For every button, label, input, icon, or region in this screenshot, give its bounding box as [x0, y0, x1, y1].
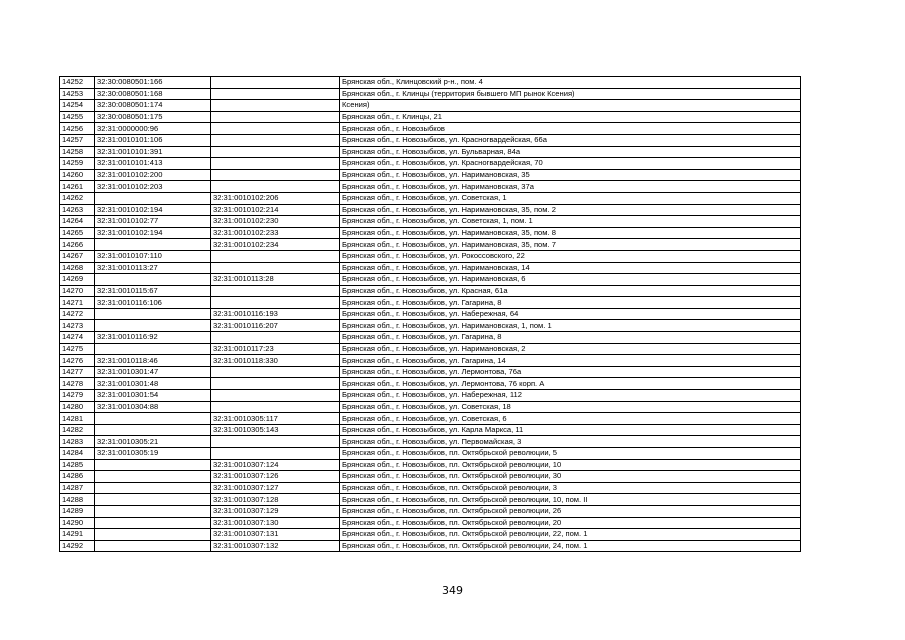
- address-cell: Брянская обл., г. Новозыбков, пл. Октябрьской революции, 30: [340, 471, 801, 483]
- building-cadastral-number-cell: [211, 146, 340, 158]
- table-row: [60, 297, 801, 309]
- row-number-cell: 14262: [60, 192, 95, 204]
- address-cell: Брянская обл., г. Новозыбков, ул. Советская, 18: [340, 401, 801, 413]
- registry-table: [59, 76, 801, 552]
- row-number-cell: 14257: [60, 134, 95, 146]
- cadastral-number-cell: 32:31:0010301:54: [95, 390, 211, 402]
- cadastral-number-cell: [95, 308, 211, 320]
- row-number-cell: 14259: [60, 158, 95, 170]
- cadastral-number-cell: [95, 320, 211, 332]
- address-cell: Брянская обл., г. Новозыбков, ул. Гагарина, 14: [340, 355, 801, 367]
- address-cell: Брянская обл., г. Новозыбков, пл. Октябрьской революции, 10, пом. II: [340, 494, 801, 506]
- row-number-cell: 14280: [60, 401, 95, 413]
- table-row: [60, 378, 801, 390]
- table-row: [60, 308, 801, 320]
- table-row: [60, 204, 801, 216]
- row-number-cell: 14292: [60, 540, 95, 552]
- address-cell: Брянская обл., г. Новозыбков, ул. Набережная, 112: [340, 390, 801, 402]
- address-cell: Брянская обл., г. Новозыбков, пл. Октябрьской революции, 5: [340, 448, 801, 460]
- row-number-cell: 14273: [60, 320, 95, 332]
- table-row: [60, 482, 801, 494]
- row-number-cell: 14267: [60, 250, 95, 262]
- building-cadastral-number-cell: [211, 448, 340, 460]
- table-row: [60, 471, 801, 483]
- table-row: [60, 355, 801, 367]
- table-row: [60, 158, 801, 170]
- building-cadastral-number-cell: 32:31:0010102:234: [211, 239, 340, 251]
- address-cell: Брянская обл., г. Новозыбков, ул. Лермонтова, 76а: [340, 366, 801, 378]
- building-cadastral-number-cell: [211, 401, 340, 413]
- address-cell: Брянская обл., г. Новозыбков, ул. Наримановская, 6: [340, 274, 801, 286]
- table-row: [60, 390, 801, 402]
- cadastral-number-cell: [95, 471, 211, 483]
- cadastral-number-cell: 32:31:0010301:48: [95, 378, 211, 390]
- address-cell: Брянская обл., г. Новозыбков, ул. Первомайская, 3: [340, 436, 801, 448]
- cadastral-number-cell: [95, 494, 211, 506]
- cadastral-number-cell: 32:31:0000000:96: [95, 123, 211, 135]
- row-number-cell: 14268: [60, 262, 95, 274]
- row-number-cell: 14272: [60, 308, 95, 320]
- address-cell: Брянская обл., г. Новозыбков, пл. Октябрьской революции, 20: [340, 517, 801, 529]
- building-cadastral-number-cell: [211, 250, 340, 262]
- cadastral-number-cell: 32:31:0010116:92: [95, 332, 211, 344]
- table-row: [60, 239, 801, 251]
- cadastral-number-cell: 32:31:0010107:110: [95, 250, 211, 262]
- cadastral-number-cell: [95, 517, 211, 529]
- row-number-cell: 14256: [60, 123, 95, 135]
- row-number-cell: 14269: [60, 274, 95, 286]
- row-number-cell: 14285: [60, 459, 95, 471]
- cadastral-number-cell: 32:31:0010101:106: [95, 134, 211, 146]
- building-cadastral-number-cell: 32:31:0010102:206: [211, 192, 340, 204]
- row-number-cell: 14266: [60, 239, 95, 251]
- address-cell: Брянская обл., г. Новозыбков, ул. Набережная, 64: [340, 308, 801, 320]
- cadastral-number-cell: [95, 239, 211, 251]
- cadastral-number-cell: [95, 343, 211, 355]
- building-cadastral-number-cell: 32:31:0010307:130: [211, 517, 340, 529]
- address-cell: Брянская обл., г. Клинцы, 21: [340, 111, 801, 123]
- address-cell: Брянская обл., г. Клинцы (территория бывшего МП рынок Ксения): [340, 88, 801, 100]
- cadastral-number-cell: [95, 274, 211, 286]
- address-cell: Брянская обл., г. Новозыбков, пл. Октябрьской революции, 26: [340, 505, 801, 517]
- table-row: [60, 413, 801, 425]
- row-number-cell: 14261: [60, 181, 95, 193]
- row-number-cell: 14281: [60, 413, 95, 425]
- page-number: 349: [442, 584, 463, 597]
- row-number-cell: 14258: [60, 146, 95, 158]
- cadastral-number-cell: 32:31:0010102:203: [95, 181, 211, 193]
- table-row: [60, 77, 801, 89]
- table-row: [60, 436, 801, 448]
- table-row: [60, 494, 801, 506]
- table-row: [60, 332, 801, 344]
- row-number-cell: 14270: [60, 285, 95, 297]
- registry-table-body: [60, 77, 801, 552]
- address-cell: Брянская обл., г. Новозыбков, ул. Гагарина, 8: [340, 332, 801, 344]
- cadastral-number-cell: [95, 482, 211, 494]
- cadastral-number-cell: [95, 459, 211, 471]
- row-number-cell: 14255: [60, 111, 95, 123]
- table-row: [60, 285, 801, 297]
- address-cell: Брянская обл., Клинцовский р-н., пом. 4: [340, 77, 801, 89]
- table-row: [60, 366, 801, 378]
- building-cadastral-number-cell: [211, 158, 340, 170]
- building-cadastral-number-cell: 32:31:0010102:233: [211, 227, 340, 239]
- cadastral-number-cell: 32:31:0010102:194: [95, 204, 211, 216]
- table-row: [60, 216, 801, 228]
- table-row: [60, 88, 801, 100]
- cadastral-number-cell: 32:31:0010113:27: [95, 262, 211, 274]
- building-cadastral-number-cell: 32:31:0010307:126: [211, 471, 340, 483]
- table-row: [60, 146, 801, 158]
- address-cell: Брянская обл., г. Новозыбков, ул. Наримановская, 35, пом. 2: [340, 204, 801, 216]
- row-number-cell: 14291: [60, 529, 95, 541]
- table-row: [60, 343, 801, 355]
- table-row: [60, 274, 801, 286]
- table-row: [60, 181, 801, 193]
- address-cell: Брянская обл., г. Новозыбков, ул. Наримановская, 37а: [340, 181, 801, 193]
- row-number-cell: 14276: [60, 355, 95, 367]
- row-number-cell: 14290: [60, 517, 95, 529]
- building-cadastral-number-cell: [211, 100, 340, 112]
- cadastral-number-cell: 32:31:0010301:47: [95, 366, 211, 378]
- row-number-cell: 14254: [60, 100, 95, 112]
- table-row: [60, 529, 801, 541]
- building-cadastral-number-cell: 32:31:0010305:117: [211, 413, 340, 425]
- table-row: [60, 517, 801, 529]
- address-cell: Брянская обл., г. Новозыбков, ул. Наримановская, 1, пом. 1: [340, 320, 801, 332]
- cadastral-number-cell: 32:30:0080501:175: [95, 111, 211, 123]
- building-cadastral-number-cell: [211, 332, 340, 344]
- row-number-cell: 14274: [60, 332, 95, 344]
- building-cadastral-number-cell: 32:31:0010117:23: [211, 343, 340, 355]
- address-cell: Брянская обл., г. Новозыбков, ул. Красногвардейская, 66а: [340, 134, 801, 146]
- table-row: [60, 401, 801, 413]
- address-cell: Брянская обл., г. Новозыбков, ул. Наримановская, 35, пом. 7: [340, 239, 801, 251]
- cadastral-number-cell: 32:31:0010101:391: [95, 146, 211, 158]
- address-cell: Брянская обл., г. Новозыбков, ул. Карла Маркса, 11: [340, 424, 801, 436]
- row-number-cell: 14253: [60, 88, 95, 100]
- address-cell: Ксения): [340, 100, 801, 112]
- row-number-cell: 14286: [60, 471, 95, 483]
- table-row: [60, 540, 801, 552]
- cadastral-number-cell: 32:30:0080501:174: [95, 100, 211, 112]
- table-row: [60, 448, 801, 460]
- row-number-cell: 14289: [60, 505, 95, 517]
- cadastral-number-cell: [95, 540, 211, 552]
- cadastral-number-cell: 32:31:0010101:413: [95, 158, 211, 170]
- table-row: [60, 320, 801, 332]
- cadastral-number-cell: 32:31:0010115:67: [95, 285, 211, 297]
- table-row: [60, 250, 801, 262]
- cadastral-number-cell: 32:31:0010116:106: [95, 297, 211, 309]
- building-cadastral-number-cell: 32:31:0010102:214: [211, 204, 340, 216]
- table-row: [60, 169, 801, 181]
- building-cadastral-number-cell: 32:31:0010113:28: [211, 274, 340, 286]
- address-cell: Брянская обл., г. Новозыбков, ул. Советская, 6: [340, 413, 801, 425]
- building-cadastral-number-cell: [211, 285, 340, 297]
- cadastral-number-cell: [95, 529, 211, 541]
- cadastral-number-cell: 32:31:0010118:46: [95, 355, 211, 367]
- table-row: [60, 262, 801, 274]
- row-number-cell: 14260: [60, 169, 95, 181]
- address-cell: Брянская обл., г. Новозыбков, ул. Наримановская, 2: [340, 343, 801, 355]
- cadastral-number-cell: 32:31:0010305:21: [95, 436, 211, 448]
- building-cadastral-number-cell: 32:31:0010307:128: [211, 494, 340, 506]
- address-cell: Брянская обл., г. Новозыбков, ул. Бульварная, 84а: [340, 146, 801, 158]
- building-cadastral-number-cell: [211, 88, 340, 100]
- table-row: [60, 100, 801, 112]
- row-number-cell: 14271: [60, 297, 95, 309]
- cadastral-number-cell: 32:31:0010102:200: [95, 169, 211, 181]
- address-cell: Брянская обл., г. Новозыбков, ул. Советская, 1: [340, 192, 801, 204]
- building-cadastral-number-cell: 32:31:0010116:207: [211, 320, 340, 332]
- building-cadastral-number-cell: [211, 390, 340, 402]
- cadastral-number-cell: 32:31:0010304:88: [95, 401, 211, 413]
- building-cadastral-number-cell: [211, 181, 340, 193]
- building-cadastral-number-cell: [211, 366, 340, 378]
- cadastral-number-cell: 32:31:0010102:77: [95, 216, 211, 228]
- table-row: [60, 459, 801, 471]
- building-cadastral-number-cell: 32:31:0010102:230: [211, 216, 340, 228]
- table-row: [60, 123, 801, 135]
- row-number-cell: 14279: [60, 390, 95, 402]
- table-row: [60, 192, 801, 204]
- building-cadastral-number-cell: [211, 77, 340, 89]
- row-number-cell: 14283: [60, 436, 95, 448]
- address-cell: Брянская обл., г. Новозыбков, ул. Наримановская, 35: [340, 169, 801, 181]
- building-cadastral-number-cell: [211, 297, 340, 309]
- row-number-cell: 14282: [60, 424, 95, 436]
- building-cadastral-number-cell: 32:31:0010118:330: [211, 355, 340, 367]
- building-cadastral-number-cell: 32:31:0010307:127: [211, 482, 340, 494]
- building-cadastral-number-cell: [211, 262, 340, 274]
- building-cadastral-number-cell: 32:31:0010307:129: [211, 505, 340, 517]
- building-cadastral-number-cell: [211, 123, 340, 135]
- row-number-cell: 14252: [60, 77, 95, 89]
- building-cadastral-number-cell: [211, 111, 340, 123]
- row-number-cell: 14287: [60, 482, 95, 494]
- cadastral-number-cell: 32:30:0080501:166: [95, 77, 211, 89]
- address-cell: Брянская обл., г. Новозыбков, ул. Красногвардейская, 70: [340, 158, 801, 170]
- cadastral-number-cell: 32:30:0080501:168: [95, 88, 211, 100]
- address-cell: Брянская обл., г. Новозыбков, ул. Лермонтова, 76 корп. А: [340, 378, 801, 390]
- cadastral-number-cell: [95, 424, 211, 436]
- address-cell: Брянская обл., г. Новозыбков, пл. Октябрьской революции, 3: [340, 482, 801, 494]
- cadastral-number-cell: [95, 413, 211, 425]
- row-number-cell: 14263: [60, 204, 95, 216]
- building-cadastral-number-cell: 32:31:0010307:131: [211, 529, 340, 541]
- building-cadastral-number-cell: [211, 134, 340, 146]
- row-number-cell: 14264: [60, 216, 95, 228]
- address-cell: Брянская обл., г. Новозыбков, пл. Октябрьской революции, 22, пом. 1: [340, 529, 801, 541]
- cadastral-number-cell: 32:31:0010305:19: [95, 448, 211, 460]
- building-cadastral-number-cell: 32:31:0010307:132: [211, 540, 340, 552]
- row-number-cell: 14275: [60, 343, 95, 355]
- address-cell: Брянская обл., г. Новозыбков, ул. Наримановская, 14: [340, 262, 801, 274]
- cadastral-number-cell: 32:31:0010102:194: [95, 227, 211, 239]
- row-number-cell: 14288: [60, 494, 95, 506]
- cadastral-number-cell: [95, 192, 211, 204]
- building-cadastral-number-cell: [211, 436, 340, 448]
- address-cell: Брянская обл., г. Новозыбков, ул. Гагарина, 8: [340, 297, 801, 309]
- address-cell: Брянская обл., г. Новозыбков, пл. Октябрьской революции, 10: [340, 459, 801, 471]
- address-cell: Брянская обл., г. Новозыбков: [340, 123, 801, 135]
- table-row: [60, 111, 801, 123]
- row-number-cell: 14277: [60, 366, 95, 378]
- cadastral-number-cell: [95, 505, 211, 517]
- building-cadastral-number-cell: 32:31:0010307:124: [211, 459, 340, 471]
- building-cadastral-number-cell: [211, 378, 340, 390]
- row-number-cell: 14265: [60, 227, 95, 239]
- building-cadastral-number-cell: [211, 169, 340, 181]
- address-cell: Брянская обл., г. Новозыбков, ул. Красная, 61а: [340, 285, 801, 297]
- row-number-cell: 14278: [60, 378, 95, 390]
- table-row: [60, 227, 801, 239]
- row-number-cell: 14284: [60, 448, 95, 460]
- building-cadastral-number-cell: 32:31:0010116:193: [211, 308, 340, 320]
- address-cell: Брянская обл., г. Новозыбков, ул. Советская, 1, пом. 1: [340, 216, 801, 228]
- table-row: [60, 505, 801, 517]
- building-cadastral-number-cell: 32:31:0010305:143: [211, 424, 340, 436]
- table-row: [60, 424, 801, 436]
- address-cell: Брянская обл., г. Новозыбков, ул. Рокоссовского, 22: [340, 250, 801, 262]
- address-cell: Брянская обл., г. Новозыбков, пл. Октябрьской революции, 24, пом. 1: [340, 540, 801, 552]
- address-cell: Брянская обл., г. Новозыбков, ул. Наримановская, 35, пом. 8: [340, 227, 801, 239]
- table-row: [60, 134, 801, 146]
